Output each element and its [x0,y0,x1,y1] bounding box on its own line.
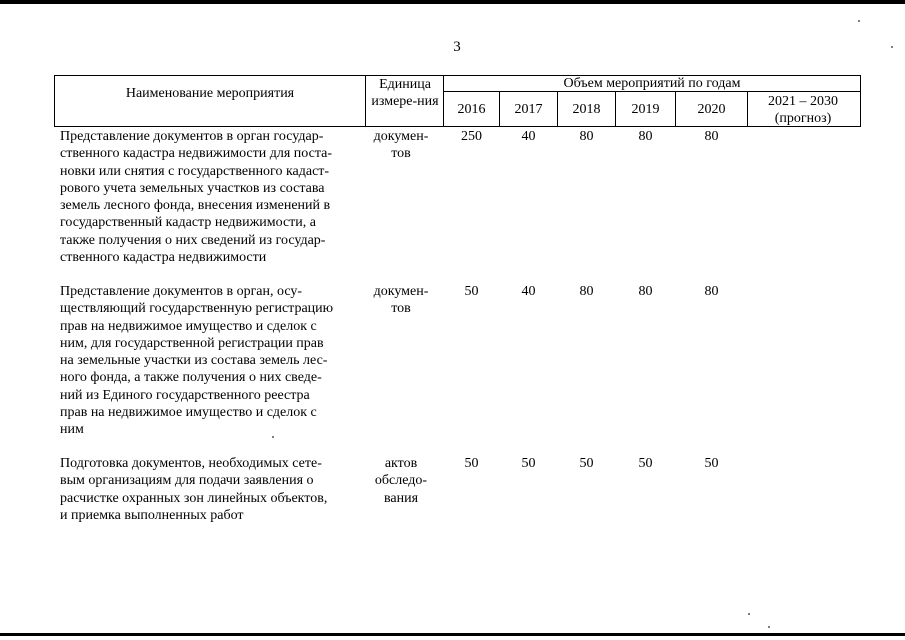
page-number: 3 [453,39,461,55]
header-divider-2020-forecast [747,91,748,127]
unit-line: докумен- [373,129,429,144]
activity-name-line: расчистке охранных зон линейных объектов, [60,490,328,506]
activity-name-line: новки или снятия с государственного кадаст- [60,163,330,179]
scan-speck [748,613,750,615]
activity-name-line: на земельные участки из состава земель лес- [60,353,328,369]
unit-of-measure [365,128,437,163]
value-2019: 80 [638,284,653,299]
scan-speck [768,626,770,628]
scan-speck [858,20,860,22]
header-year-2018: 2018 [572,102,601,117]
header-bottom-rule [54,126,861,127]
header-name: Наименование мероприятия [125,86,295,101]
activity-name-line: рового учета земельных участков из состава [60,180,325,196]
activity-name-line: ществляющий государственную регистрацию [60,301,334,317]
activity-name-line: ного фонда, а также получения о них сведе- [60,370,322,386]
header-divider-name-unit [365,75,366,127]
value-2016: 50 [464,284,479,299]
value-2017: 40 [521,129,536,144]
header-unit: Единица измере-ния [371,77,439,109]
unit-line: актов [384,456,418,471]
activity-name-line: ним [60,422,84,438]
value-2020: 50 [704,456,719,471]
activity-name [60,128,360,266]
header-year-2019: 2019 [631,102,660,117]
value-2016: 50 [464,456,479,471]
value-2017: 40 [521,284,536,299]
header-year-group: Объем мероприятий по годам [563,76,741,91]
unit-line: обследо- [374,473,428,489]
header-left-border [54,75,55,127]
activity-name-line: ним, для государственной регистрации прав [60,335,324,351]
activity-name-line: ний из Единого государственного реестра [60,387,310,403]
activity-name [60,283,360,439]
activity-name-line: Представление документов в орган государ- [60,129,324,144]
value-2020: 80 [704,129,719,144]
activity-name-line: также получения о них сведений из государ- [60,232,326,248]
header-year-2016: 2016 [457,102,486,117]
activity-name-line: земель лесного фонда, внесения изменений в [60,198,331,214]
header-right-border [860,75,861,127]
scan-speck [891,46,893,48]
activity-name-line: прав на недвижимое имущество и сделок с [60,405,317,421]
header-forecast: 2021 – 2030 (прогноз) [768,94,838,126]
activity-name-line: прав на недвижимое имущество и сделок с [60,318,317,334]
activity-name-line: Представление документов в орган, осу- [60,284,303,299]
bottom-scan-border [0,633,905,636]
value-2016: 250 [461,129,482,144]
unit-line: вания [383,490,419,506]
unit-line: тов [391,146,411,162]
value-2017: 50 [521,456,536,471]
activity-name-line: вым организациям для подачи заявления о [60,473,314,489]
header-year-2017: 2017 [514,102,543,117]
value-2019: 80 [638,129,653,144]
activity-name-line: ственного кадастра недвижимости для поста- [60,146,333,162]
header-year-2020: 2020 [697,102,726,117]
activity-name-line: ственного кадастра недвижимости [60,250,267,266]
activity-name [60,455,360,524]
value-2019: 50 [638,456,653,471]
activity-name-line: государственный кадастр недвижимости, а [60,215,316,231]
activity-name-line: и приемка выполненных работ [60,507,244,523]
value-2018: 80 [579,129,594,144]
top-scan-border [0,0,905,4]
value-2020: 80 [704,284,719,299]
unit-line: тов [391,301,411,317]
value-2018: 50 [579,456,594,471]
value-2018: 80 [579,284,594,299]
unit-line: докумен- [373,284,429,299]
unit-of-measure [365,283,437,318]
scan-speck [272,436,274,438]
activity-name-line: Подготовка документов, необходимых сете- [60,456,322,471]
unit-of-measure [365,455,437,507]
